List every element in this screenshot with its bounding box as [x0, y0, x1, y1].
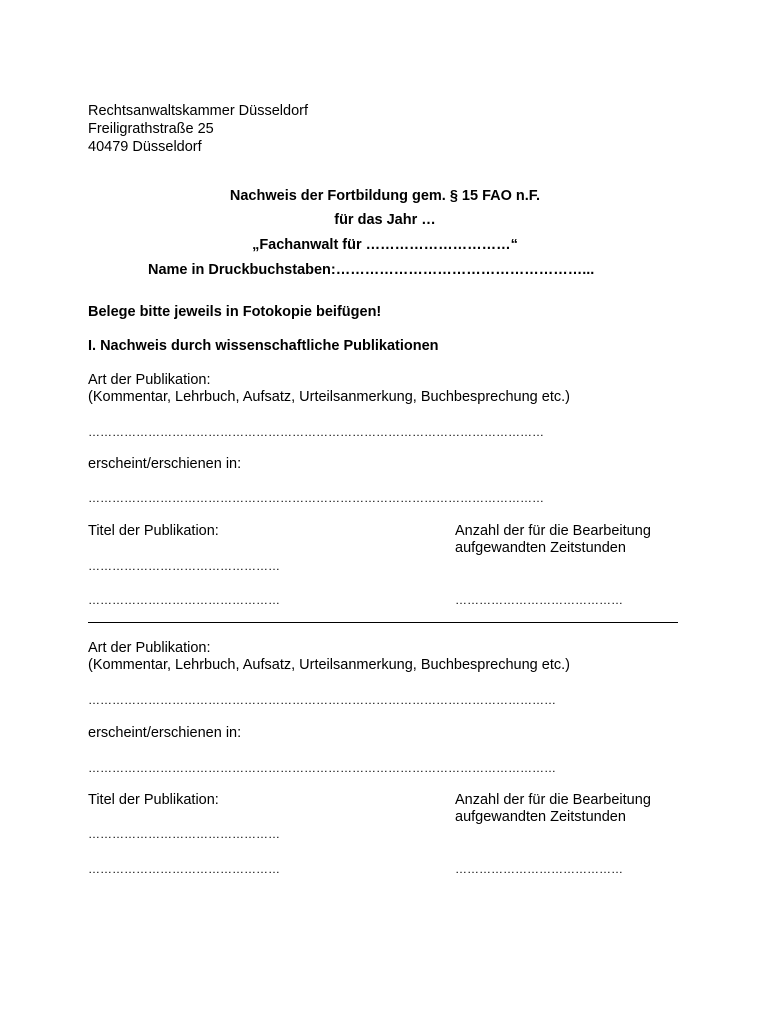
- publication-title-label: Titel der Publikation:: [88, 523, 219, 539]
- appears-in-dots[interactable]: ………………………………………………………………………………………………………: [88, 761, 556, 775]
- publication-type-label: Art der Publikation:: [88, 372, 211, 388]
- publication-type-dots[interactable]: ……………………………………………………………………………………………………: [88, 425, 544, 439]
- publication-type-hint: (Kommentar, Lehrbuch, Aufsatz, Urteilsanmerkung, Buchbesprechung etc.): [88, 657, 570, 673]
- address-line-1: Rechtsanwaltskammer Düsseldorf: [88, 103, 308, 119]
- form-year: für das Jahr …: [334, 212, 436, 228]
- hours-label-line-2: aufgewandten Zeitstunden: [455, 809, 626, 825]
- hours-label-line-1: Anzahl der für die Bearbeitung: [455, 523, 651, 539]
- section-heading: I. Nachweis durch wissenschaftliche Publikationen: [88, 338, 439, 354]
- hours-dots[interactable]: ……………………………………: [455, 593, 623, 607]
- publication-title-dots-2[interactable]: …………………………………………: [88, 593, 280, 607]
- appears-in-dots[interactable]: ……………………………………………………………………………………………………: [88, 491, 544, 505]
- publication-type-hint: (Kommentar, Lehrbuch, Aufsatz, Urteilsanmerkung, Buchbesprechung etc.): [88, 389, 570, 405]
- publication-type-label: Art der Publikation:: [88, 640, 211, 656]
- block-divider: [88, 622, 678, 623]
- hours-label-line-2: aufgewandten Zeitstunden: [455, 540, 626, 556]
- form-specialty: „Fachanwalt für …………………………“: [252, 237, 518, 253]
- publication-title-label: Titel der Publikation:: [88, 792, 219, 808]
- publication-type-dots[interactable]: ………………………………………………………………………………………………………: [88, 693, 556, 707]
- address-line-3: 40479 Düsseldorf: [88, 139, 202, 155]
- appears-in-label: erscheint/erschienen in:: [88, 725, 242, 741]
- publication-title-dots-1[interactable]: …………………………………………: [88, 559, 280, 573]
- form-name-field: Name in Druckbuchstaben:……………………………………………...: [148, 262, 595, 278]
- instruction-text: Belege bitte jeweils in Fotokopie beifügen!: [88, 304, 382, 320]
- appears-in-label: erscheint/erschienen in:: [88, 456, 242, 472]
- hours-dots[interactable]: ……………………………………: [455, 862, 623, 876]
- address-line-2: Freiligrathstraße 25: [88, 121, 214, 137]
- hours-label-line-1: Anzahl der für die Bearbeitung: [455, 792, 651, 808]
- publication-title-dots-2[interactable]: …………………………………………: [88, 862, 280, 876]
- publication-title-dots-1[interactable]: …………………………………………: [88, 827, 280, 841]
- form-title: Nachweis der Fortbildung gem. § 15 FAO n.F.: [229, 188, 541, 204]
